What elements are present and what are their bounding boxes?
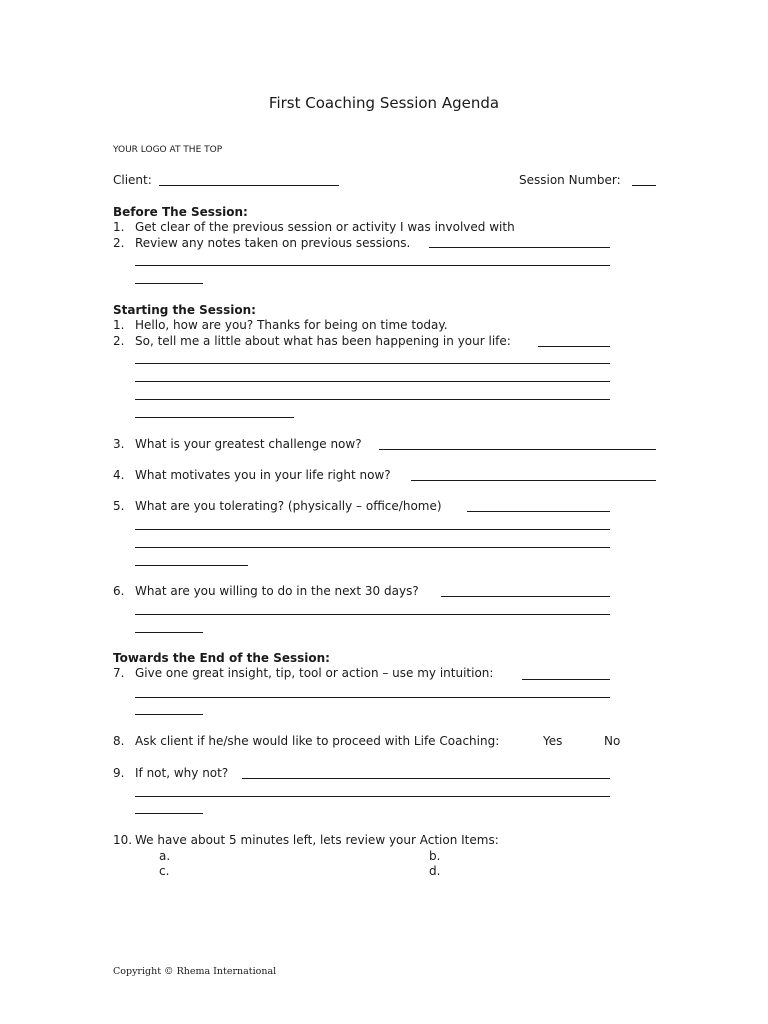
- tolerating-field-line[interactable]: [135, 565, 248, 566]
- before-item-2-text: Review any notes taken on previous sessions.: [135, 236, 411, 250]
- motivation-field-line[interactable]: [411, 480, 656, 481]
- yes-option[interactable]: Yes: [543, 734, 563, 748]
- insight-field-line[interactable]: [135, 714, 203, 715]
- thirty-days-field-line[interactable]: [441, 596, 610, 597]
- question-9-text: If not, why not?: [135, 766, 229, 780]
- question-7-text: Give one great insight, tip, tool or action – use my intuition:: [135, 666, 494, 680]
- thirty-days-field-line[interactable]: [135, 632, 203, 633]
- action-item-d: d.: [429, 864, 441, 878]
- client-label: Client:: [113, 173, 152, 187]
- client-field[interactable]: [159, 185, 339, 186]
- starting-item-2-number: 2.: [113, 334, 125, 348]
- insight-field-line[interactable]: [135, 697, 610, 698]
- end-session-heading: Towards the End of the Session:: [113, 651, 330, 665]
- why-not-field-line[interactable]: [242, 778, 610, 779]
- challenge-field-line[interactable]: [379, 449, 656, 450]
- starting-item-2-text: So, tell me a little about what has been happening in your life:: [135, 334, 511, 348]
- why-not-field-line[interactable]: [135, 813, 203, 814]
- insight-field-line[interactable]: [522, 679, 610, 680]
- question-3-number: 3.: [113, 437, 125, 451]
- question-7-number: 7.: [113, 666, 125, 680]
- session-number-field[interactable]: [632, 185, 656, 186]
- question-4-number: 4.: [113, 468, 125, 482]
- question-3-text: What is your greatest challenge now?: [135, 437, 362, 451]
- tolerating-field-line[interactable]: [135, 529, 610, 530]
- life-update-field-line[interactable]: [135, 363, 610, 364]
- question-8-text: Ask client if he/she would like to proceed with Life Coaching:: [135, 734, 500, 748]
- action-item-a: a.: [159, 849, 171, 863]
- before-item-2-number: 2.: [113, 236, 125, 250]
- why-not-field-line[interactable]: [135, 796, 610, 797]
- action-item-c: c.: [159, 864, 170, 878]
- before-item-1-text: Get clear of the previous session or activity I was involved with: [135, 220, 515, 234]
- question-4-text: What motivates you in your life right now?: [135, 468, 391, 482]
- question-10-number: 10.: [113, 833, 133, 847]
- question-5-text: What are you tolerating? (physically – office/home): [135, 499, 442, 513]
- copyright-footer: Copyright © Rhema International: [113, 966, 277, 977]
- question-6-number: 6.: [113, 584, 125, 598]
- life-update-field-line[interactable]: [538, 346, 610, 347]
- starting-item-1-text: Hello, how are you? Thanks for being on time today.: [135, 318, 448, 332]
- starting-session-heading: Starting the Session:: [113, 303, 256, 317]
- life-update-field-line[interactable]: [135, 399, 610, 400]
- action-item-b: b.: [429, 849, 441, 863]
- starting-item-1-number: 1.: [113, 318, 125, 332]
- tolerating-field-line[interactable]: [467, 511, 610, 512]
- notes-field-line[interactable]: [429, 247, 610, 248]
- question-6-text: What are you willing to do in the next 30 days?: [135, 584, 419, 598]
- document-title: First Coaching Session Agenda: [268, 94, 500, 112]
- before-item-1-number: 1.: [113, 220, 125, 234]
- question-9-number: 9.: [113, 766, 125, 780]
- notes-field-line[interactable]: [135, 265, 610, 266]
- question-8-number: 8.: [113, 734, 125, 748]
- tolerating-field-line[interactable]: [135, 547, 610, 548]
- no-option[interactable]: No: [604, 734, 621, 748]
- life-update-field-line[interactable]: [135, 381, 610, 382]
- thirty-days-field-line[interactable]: [135, 614, 610, 615]
- notes-field-line[interactable]: [135, 283, 203, 284]
- question-10-text: We have about 5 minutes left, lets review your Action Items:: [135, 833, 499, 847]
- life-update-field-line[interactable]: [135, 417, 294, 418]
- session-number-label: Session Number:: [519, 173, 621, 187]
- question-5-number: 5.: [113, 499, 125, 513]
- before-session-heading: Before The Session:: [113, 205, 248, 219]
- logo-placeholder-note: YOUR LOGO AT THE TOP: [113, 145, 223, 155]
